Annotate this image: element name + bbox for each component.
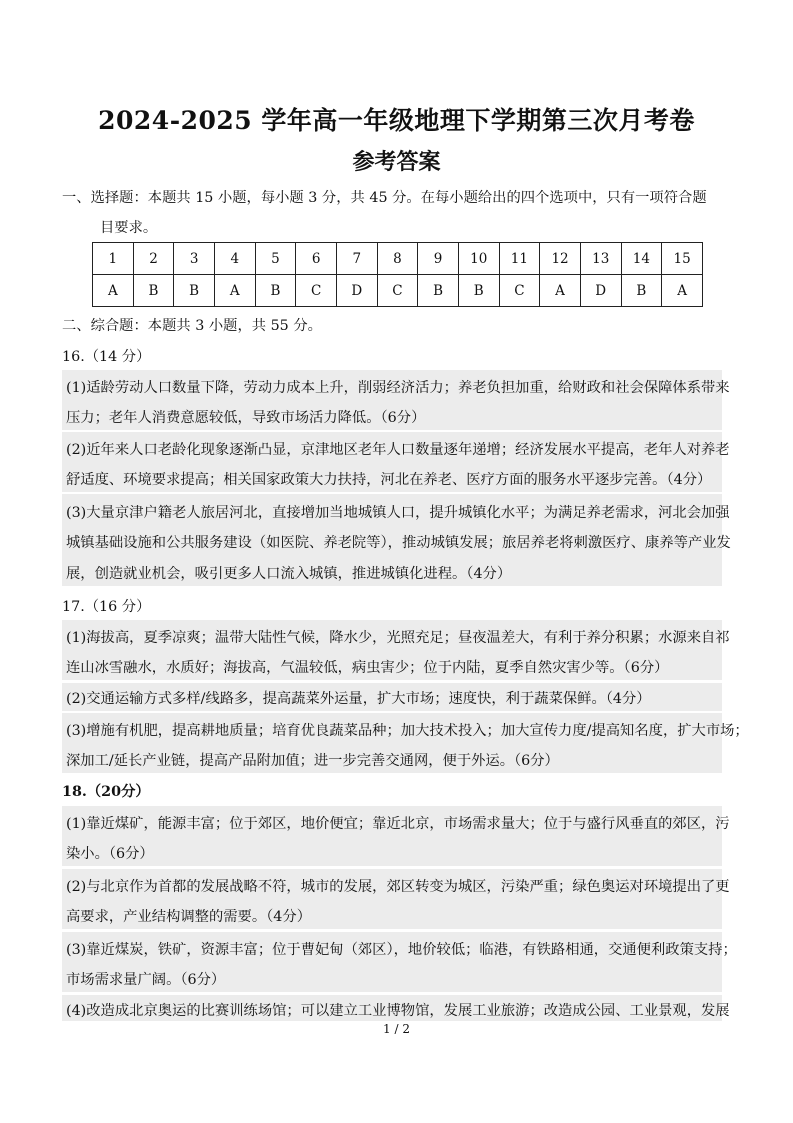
q16-answer-3: (3)大量京津户籍老人旅居河北，直接增加当地城镇人口，提升城镇化水平；为满足养老需求，河北会加强 xyxy=(66,505,730,521)
answer-cell: B xyxy=(255,275,296,307)
answer-cell: B xyxy=(174,275,215,307)
q16-answer-2: (2)近年来人口老龄化现象逐渐凸显，京津地区老年人口数量逐年递增；经济发展水平提高，老年人对养老 xyxy=(66,442,730,458)
q17-answer-1-block xyxy=(62,620,730,680)
section1-instruction-cont: 目要求。 xyxy=(100,220,158,236)
q18-label: 18.（20分） xyxy=(62,784,150,800)
answer-cell: A xyxy=(662,275,703,307)
answer-cell: A xyxy=(214,275,255,307)
question-number: 12 xyxy=(540,243,581,275)
q16-answer-3-block xyxy=(62,494,731,586)
question-number: 15 xyxy=(662,243,703,275)
answer-cell: C xyxy=(296,275,337,307)
answer-cell: D xyxy=(336,275,377,307)
q18-answer-1: (1)靠近煤矿，能源丰富；位于郊区，地价便宜；靠近北京，市场需求量大；位于与盛行风垂直的郊区，污 xyxy=(66,816,730,832)
answer-cell: C xyxy=(377,275,418,307)
question-number: 5 xyxy=(255,243,296,275)
q16-answer-2-cont: 舒适度、环境要求提高；相关国家政策大力扶持，河北在养老、医疗方面的服务水平逐步完善。（4分） xyxy=(66,472,712,488)
section2-heading: 二、综合题：本题共 3 小题，共 55 分。 xyxy=(62,318,322,334)
answer-cell: B xyxy=(458,275,499,307)
question-number: 2 xyxy=(133,243,174,275)
question-number: 13 xyxy=(580,243,621,275)
question-number: 14 xyxy=(621,243,662,275)
q16-answer-3-cont: 城镇基础设施和公共服务建设（如医院、养老院等），推动城镇发展；旅居养老将刺激医疗、康养等产业发 xyxy=(66,535,731,551)
answer-cell: C xyxy=(499,275,540,307)
answer-cell: A xyxy=(93,275,134,307)
question-number: 11 xyxy=(499,243,540,275)
q18-answer-3-cont: 市场需求量广阔。（6分） xyxy=(66,972,226,988)
page-title: 2024-2025 学年高一年级地理下学期第三次月考卷 xyxy=(98,106,695,135)
q17-answer-1: (1)海拔高，夏季凉爽；温带大陆性气候，降水少，光照充足；昼夜温差大，有利于养分积累；水源来自祁 xyxy=(66,630,730,646)
q16-answer-1-cont: 压力；老年人消费意愿较低，导致市场活力降低。（6分） xyxy=(66,410,426,426)
q17-answer-3-block xyxy=(62,713,749,773)
q16-answer-1-block xyxy=(62,370,730,430)
question-number: 10 xyxy=(458,243,499,275)
q16-answer-2-block xyxy=(62,432,730,492)
answer-table xyxy=(92,242,703,307)
answer-row xyxy=(93,275,703,307)
question-number: 9 xyxy=(418,243,459,275)
question-number-row xyxy=(93,243,703,275)
q17-answer-3-cont: 深加工/延长产业链，提高产品附加值；进一步完善交通网，便于外运。（6分） xyxy=(66,753,559,769)
q18-answer-1-cont: 染小。（6分） xyxy=(66,846,154,862)
q18-answer-1-block xyxy=(62,806,730,866)
answer-cell: A xyxy=(540,275,581,307)
q18-answer-2-block xyxy=(62,869,730,929)
q18-answer-3: (3)靠近煤炭，铁矿，资源丰富；位于曹妃甸（郊区），地价较低；临港，有铁路相通，交通便利政策支持； xyxy=(66,942,737,958)
q18-answer-2: (2)与北京作为首都的发展战略不符，城市的发展，郊区转变为城区，污染严重；绿色奥运对环境提出了更 xyxy=(66,879,730,895)
q17-label: 17.（16 分） xyxy=(62,599,151,615)
q16-answer-3-cont2: 展，创造就业机会，吸引更多人口流入城镇，推进城镇化进程。（4分） xyxy=(66,566,512,582)
q18-answer-2-cont: 高要求，产业结构调整的需要。（4分） xyxy=(66,909,311,925)
answer-cell: B xyxy=(621,275,662,307)
question-number: 6 xyxy=(296,243,337,275)
q17-answer-2: (2)交通运输方式多样/线路多，提高蔬菜外运量，扩大市场；速度快，利于蔬菜保鲜。（4分） xyxy=(66,691,651,707)
section1-instruction: 一、选择题：本题共 15 小题，每小题 3 分，共 45 分。在每小题给出的四个选项中，只有一项符合题 xyxy=(62,190,707,206)
q18-answer-3-block xyxy=(62,932,737,992)
answer-cell: B xyxy=(418,275,459,307)
q17-answer-1-cont: 连山冰雪融水，水质好；海拔高，气温较低，病虫害少；位于内陆，夏季自然灾害少等。（6分） xyxy=(66,660,669,676)
question-number: 3 xyxy=(174,243,215,275)
question-number: 1 xyxy=(93,243,134,275)
answer-cell: B xyxy=(133,275,174,307)
page-subtitle: 参考答案 xyxy=(352,149,441,175)
question-number: 7 xyxy=(336,243,377,275)
question-number: 8 xyxy=(377,243,418,275)
page-number: 1 / 2 xyxy=(383,1022,410,1036)
q16-answer-1: (1)适龄劳动人口数量下降，劳动力成本上升，削弱经济活力；养老负担加重，给财政和社会保障体系带来 xyxy=(66,380,730,396)
answer-cell: D xyxy=(580,275,621,307)
q16-label: 16.（14 分） xyxy=(62,349,151,365)
q18-answer-4: (4)改造成北京奥运的比赛训练场馆；可以建立工业博物馆，发展工业旅游；改造成公园、工业景观，发展 xyxy=(66,1003,730,1019)
q18-answer-4-block xyxy=(62,995,730,1021)
q17-answer-2-block xyxy=(62,683,722,711)
question-number: 4 xyxy=(214,243,255,275)
q17-answer-3: (3)增施有机肥，提高耕地质量；培育优良蔬菜品种；加大技术投入；加大宣传力度/提高知名度，扩大市场； xyxy=(66,723,749,739)
